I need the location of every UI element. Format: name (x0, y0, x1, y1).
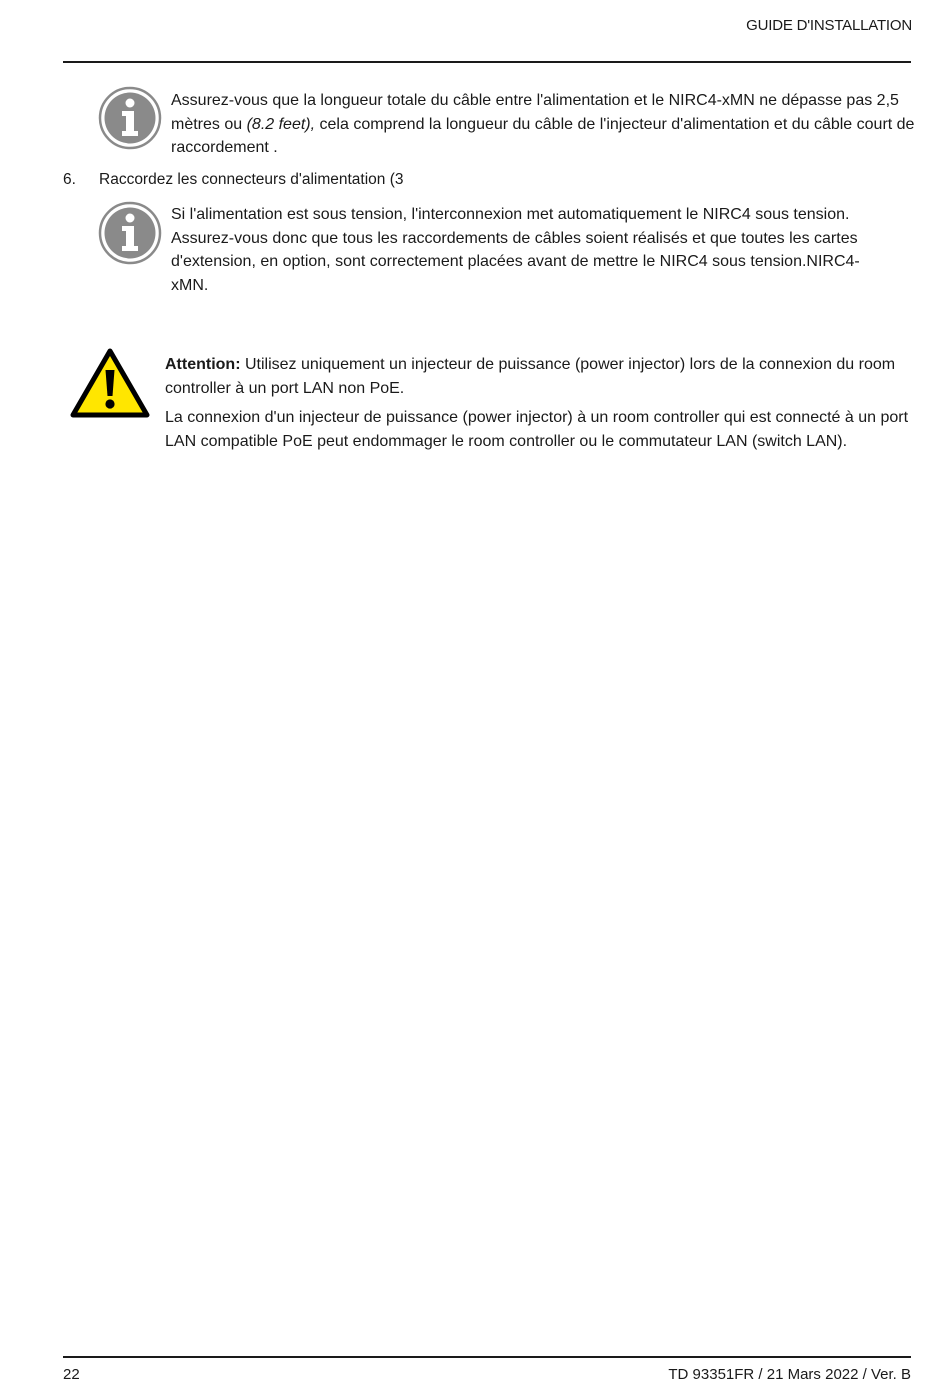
warning-icon (70, 348, 150, 418)
document-reference: TD 93351FR / 21 Mars 2022 / Ver. B (668, 1366, 911, 1383)
info-icon (98, 86, 162, 150)
warning-label: Attention: (165, 356, 241, 373)
warning-text-2: La connexion d'un injecteur de puissance (power injector) à un room controller qui est connecté à un port LAN compatible PoE peut endommager le room controller ou le commutateur LAN (switch LAN). (165, 409, 909, 450)
note-1-text-italic: (8.2 feet), (246, 115, 316, 133)
note-1-text (171, 89, 931, 160)
warning-text (165, 353, 925, 459)
note-1-text-b: cela comprend la longueur du câble de l'injecteur d'alimentation et du câble court de raccordement . (171, 115, 915, 156)
note-2-paragraph: Si l'alimentation est sous tension, l'interconnexion met automatiquement le NIRC4 sous tension. Assurez-vous donc que tous les raccordements de câbles soient réalisés et que toutes les cartes d'extension, en option, sont correctement placées avant de mettre le NIRC4 sous tension.NIRC4-xMN. (171, 206, 860, 294)
step-number: 6. (63, 171, 76, 188)
warning-text-1: Utilisez uniquement un injecteur de puissance (power injector) lors de la connexion du room controller à un port LAN non PoE. (165, 356, 896, 397)
note-2-text (171, 203, 886, 297)
header-rule (63, 61, 911, 63)
footer-rule (63, 1356, 911, 1358)
note-1-text-a: Assurez-vous que la longueur totale du câble entre l'alimentation et le NIRC4-xMN ne dépasse pas 2,5 mètres ou (171, 92, 899, 133)
info-icon (98, 201, 162, 265)
page-number: 22 (63, 1366, 80, 1383)
header-title: GUIDE D'INSTALLATION (746, 17, 912, 34)
step-text: Raccordez les connecteurs d'alimentation (3 (99, 171, 404, 188)
step-6 (63, 171, 404, 189)
